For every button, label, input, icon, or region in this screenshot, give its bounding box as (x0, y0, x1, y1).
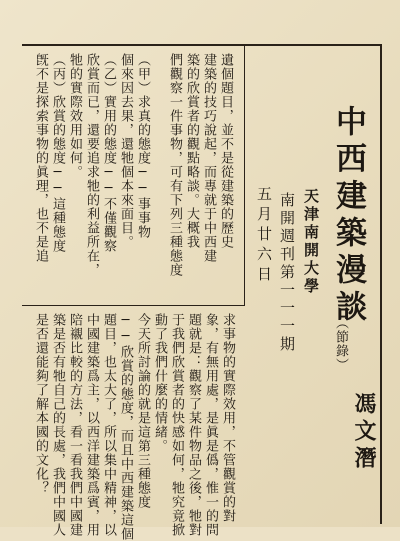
discussion-line: 中國建築爲主，以西洋建築爲賓，用 (84, 313, 99, 537)
intro-line: 築的欣賞者的觀點略談。大概我 (184, 53, 199, 249)
discussion-column (32, 313, 236, 541)
discussion-line: ──欣賞的態度，而且中西建築這個 (118, 313, 133, 541)
intro-column (166, 53, 234, 296)
publication-line: 南開週刊第一一一期 (278, 192, 296, 354)
section-divider (22, 305, 245, 306)
top-border (22, 44, 382, 46)
attitude-line: 牠的實際效用如何。 (67, 53, 82, 179)
discussion-line: 動了我們什麼的情緒。 (152, 313, 167, 453)
discussion-line: 陪襯比較的方法，看一看我們中國建 (67, 313, 82, 537)
right-border (380, 44, 382, 524)
discussion-line: 求事物的實際效用，不管觀賞的對 (220, 313, 235, 523)
column-divider (244, 44, 245, 306)
affiliation: 天津南開大學 (302, 188, 320, 296)
intro-line: 建築的技巧說起，而專就于中西建 (201, 53, 216, 263)
author-name: 馮文潛 (351, 392, 377, 473)
attitude-line: （丙）欣賞的態度──這種態度 (50, 53, 65, 253)
discussion-line: 今天所討論的就是這第三種態度 (135, 313, 150, 509)
discussion-line: 象，有無用處，是眞是僞，惟一的問 (203, 313, 218, 537)
attitude-line: （乙）實用的態度──不僅觀察 (101, 53, 116, 253)
attitude-line: （甲）求真的態度──事事物 (135, 53, 150, 239)
discussion-line: 于我們欣賞者的快感如何，牠究竟掀 (169, 313, 184, 537)
attitude-line: 個來因去果，還牠個本來面目。 (118, 53, 133, 249)
discussion-line: 題就是：觀察了某件物品之後，牠對 (186, 313, 201, 537)
discussion-line: 題目，也太大了，所以集中精神，以 (101, 313, 116, 537)
discussion-line: 是否還能夠了解本國的文化？ (33, 313, 48, 495)
discussion-line: 築是否有牠自己的長處，我們中國人 (50, 313, 65, 537)
title-note: （節錄） (333, 316, 348, 372)
attitude-line: 欣賞而已，還要追求牠的利益所在， (84, 53, 99, 277)
date-line: 五月廿六日 (255, 186, 273, 286)
attitude-line: 旣不是探索事物的眞理，也不是追 (33, 53, 48, 263)
attitudes-column (32, 53, 151, 296)
article-title: 中西建築漫談 (330, 105, 366, 327)
intro-line: 遺個題目，並不是從建築的歷史 (218, 53, 233, 249)
intro-line: 們觀察一件事物，可有下列三種態度 (167, 53, 182, 277)
